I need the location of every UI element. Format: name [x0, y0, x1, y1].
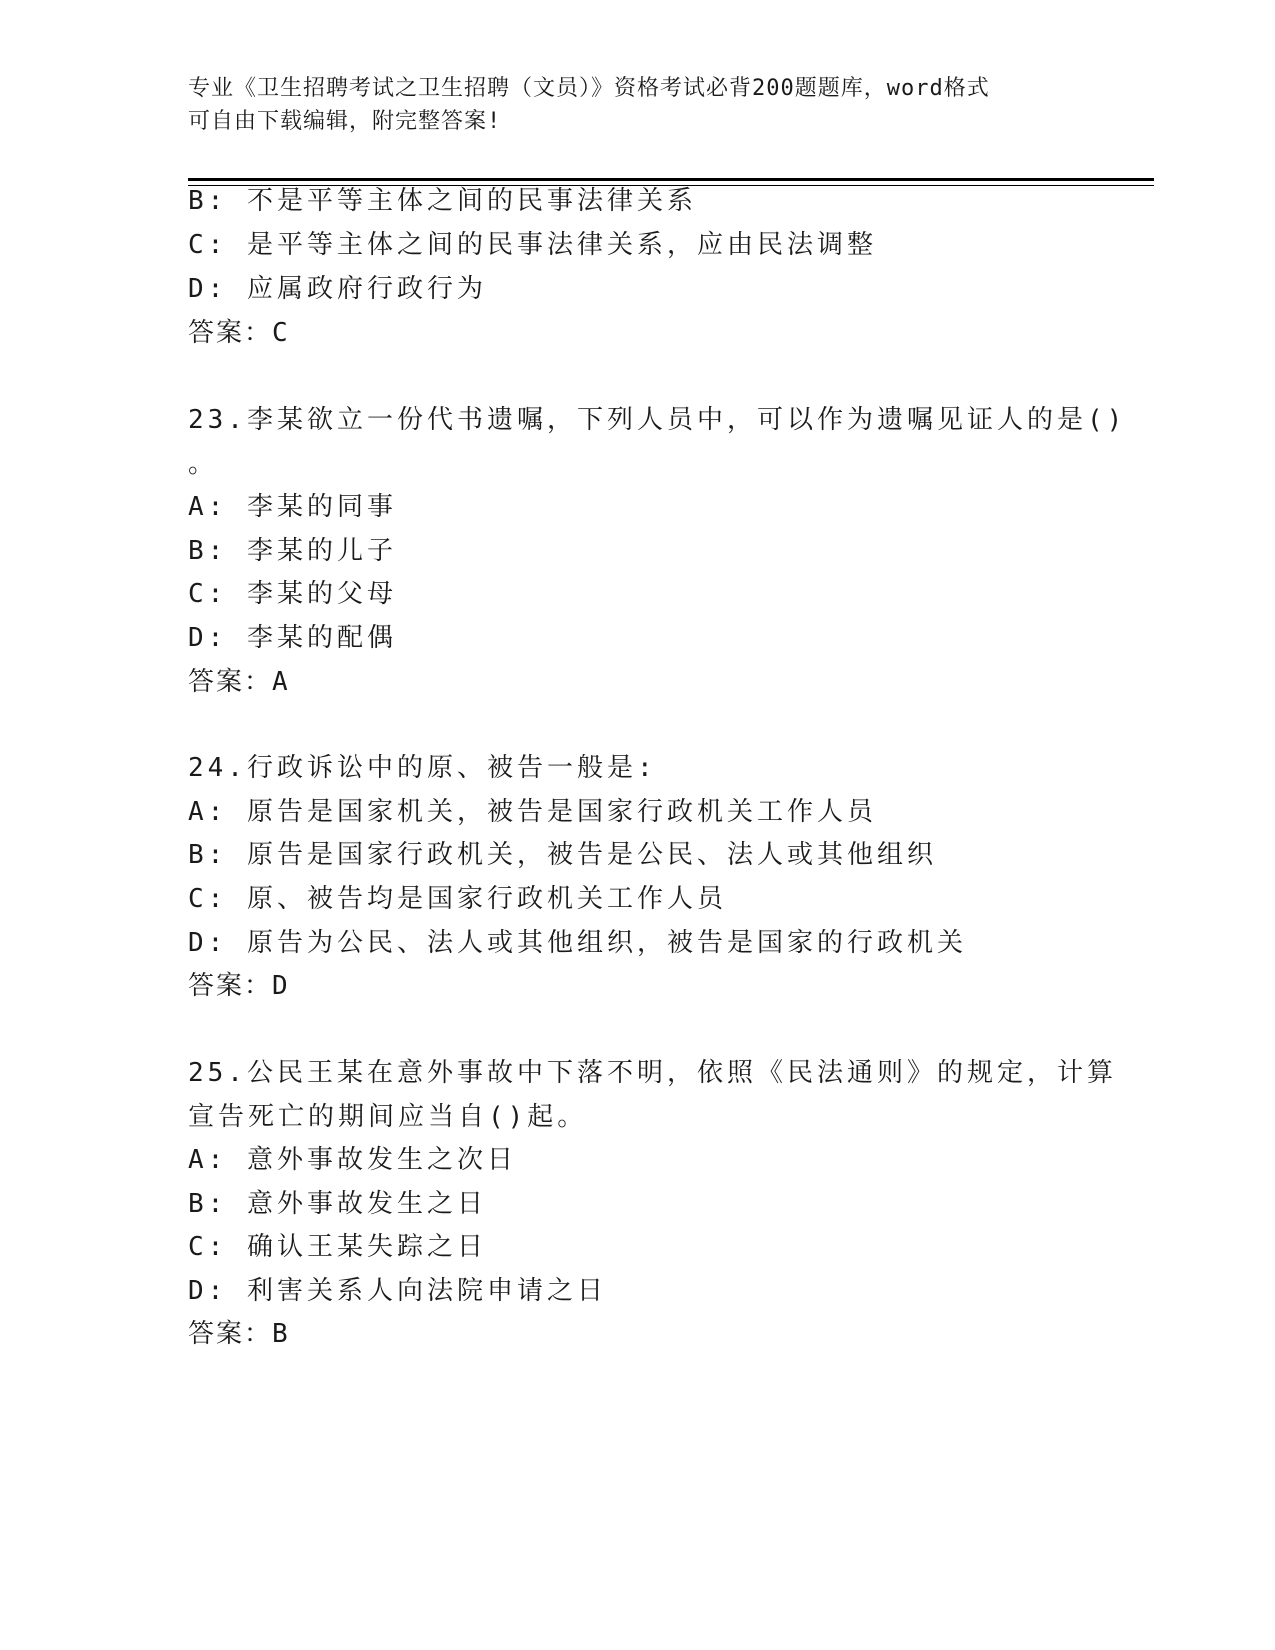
q23-option-d: D: 李某的配偶: [188, 623, 397, 653]
q25-option-d: D: 利害关系人向法院申请之日: [188, 1276, 607, 1306]
q24-answer: 答案：D: [188, 971, 290, 1001]
q24-option-d: D: 原告为公民、法人或其他组织，被告是国家的行政机关: [188, 928, 967, 958]
q22-option-b: B: 不是平等主体之间的民事法律关系: [188, 186, 697, 216]
q25-option-b: B: 意外事故发生之日: [188, 1189, 487, 1219]
q25-stem-line-1: 25.公民王某在意外事故中下落不明，依照《民法通则》的规定，计算: [188, 1058, 1117, 1088]
document-header: [188, 72, 1088, 138]
q22-option-c: C: 是平等主体之间的民事法律关系，应由民法调整: [188, 230, 877, 260]
q23-option-a: A: 李某的同事: [188, 492, 397, 522]
q25-stem-line-2: 宣告死亡的期间应当自()起。: [188, 1102, 588, 1132]
q23-stem-line-2: 。: [188, 449, 219, 479]
q22-option-d: D: 应属政府行政行为: [188, 274, 487, 304]
header-line-1: 专业《卫生招聘考试之卫生招聘（文员）》资格考试必背200题题库，word格式: [188, 76, 990, 101]
q24-option-c: C: 原、被告均是国家行政机关工作人员: [188, 884, 727, 914]
header-rule-thick: [188, 178, 1154, 181]
q23-option-b: B: 李某的儿子: [188, 536, 397, 566]
q22-answer: 答案：C: [188, 318, 290, 348]
q25-option-a: A: 意外事故发生之次日: [188, 1145, 517, 1175]
q24-stem-line-1: 24.行政诉讼中的原、被告一般是:: [188, 753, 657, 783]
q24-option-a: A: 原告是国家机关，被告是国家行政机关工作人员: [188, 797, 877, 827]
q23-option-c: C: 李某的父母: [188, 579, 397, 609]
q24-option-b: B: 原告是国家行政机关，被告是公民、法人或其他组织: [188, 840, 937, 870]
header-line-2: 可自由下载编辑，附完整答案!: [188, 109, 502, 134]
q23-answer: 答案：A: [188, 667, 290, 697]
q25-option-c: C: 确认王某失踪之日: [188, 1232, 487, 1262]
q23-stem-line-1: 23.李某欲立一份代书遗嘱，下列人员中，可以作为遗嘱见证人的是(): [188, 405, 1127, 435]
q25-answer: 答案：B: [188, 1319, 290, 1349]
